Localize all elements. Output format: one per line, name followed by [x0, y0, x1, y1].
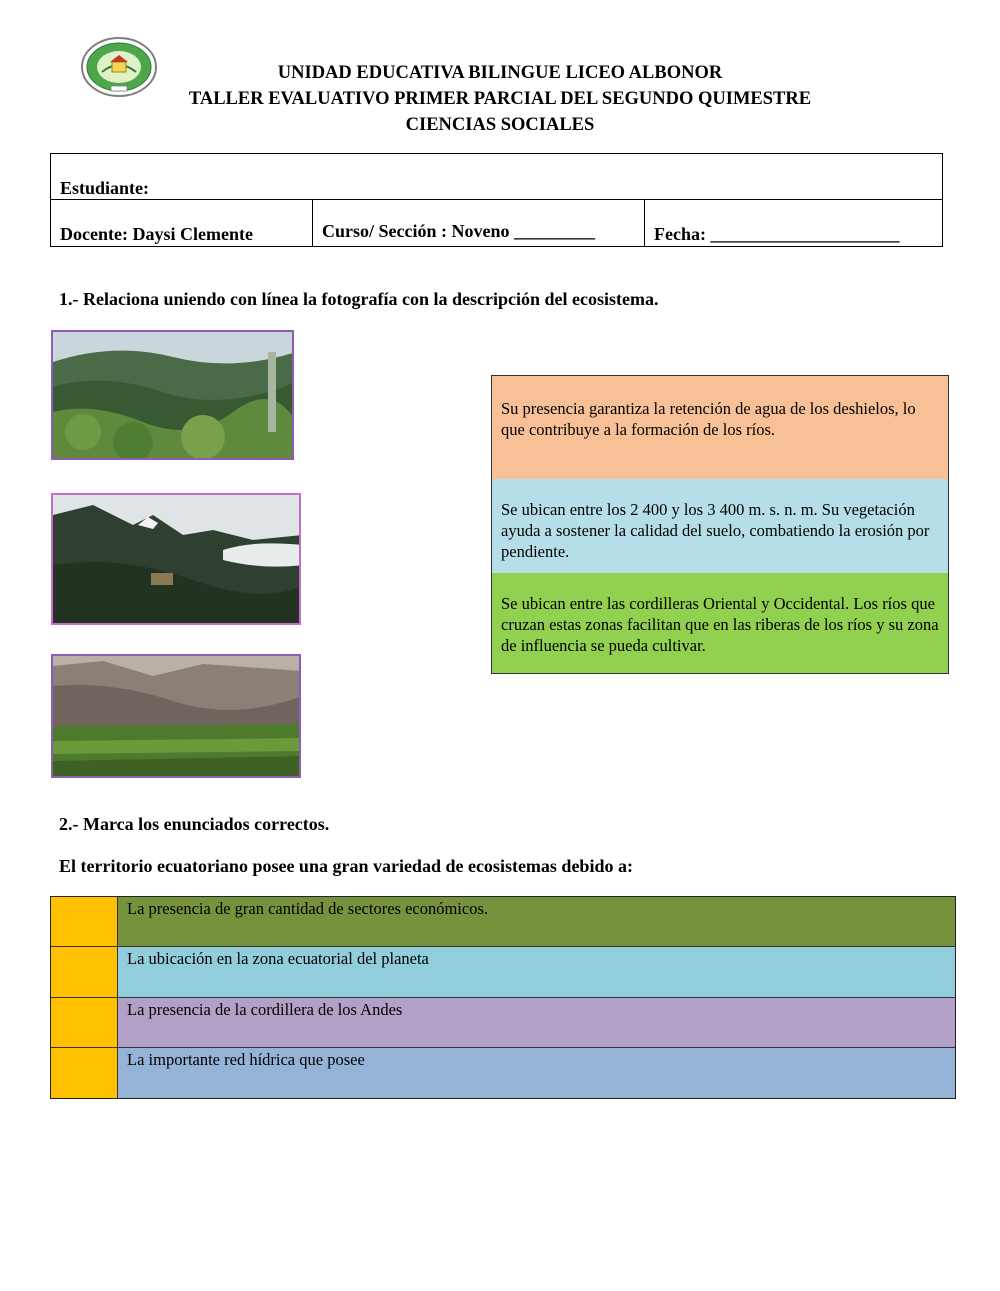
- subject-title: CIENCIAS SOCIALES: [405, 115, 595, 135]
- date-field[interactable]: Fecha: _____________________: [654, 224, 900, 244]
- forest-photo[interactable]: [51, 330, 294, 460]
- student-row: [51, 154, 942, 200]
- option-checkbox-1[interactable]: [51, 897, 118, 946]
- course-field[interactable]: Curso/ Sección : Noveno _________: [322, 221, 595, 241]
- option-checkbox-3[interactable]: [51, 998, 118, 1047]
- question-2-statement: El territorio ecuatoriano posee una gran variedad de ecosistemas debido a:: [59, 856, 633, 876]
- option-row-1: [51, 897, 955, 947]
- teacher-label: Docente: Daysi Clemente: [60, 224, 253, 244]
- description-text-2: Se ubican entre los 2 400 y los 3 400 m. s. n. m. Su vegetación ayuda a sostener la calidad del suelo, combatiendo la erosión por pendiente.: [501, 500, 930, 561]
- description-box-1[interactable]: [492, 376, 948, 479]
- description-box-2[interactable]: [492, 479, 948, 573]
- question-1-prompt: 1.- Relaciona uniendo con línea la fotografía con la descripción del ecosistema.: [59, 289, 659, 309]
- ecosystem-descriptions: [491, 375, 949, 674]
- description-box-3[interactable]: [492, 573, 948, 673]
- valley-photo[interactable]: [51, 654, 301, 778]
- option-text-1: La presencia de gran cantidad de sectores económicos.: [127, 899, 489, 918]
- student-field-label[interactable]: Estudiante:: [60, 178, 150, 198]
- option-checkbox-2[interactable]: [51, 947, 118, 997]
- details-row: [51, 200, 942, 246]
- valley-photo-image: [53, 656, 301, 778]
- document-header: [0, 60, 1000, 138]
- workshop-title: TALLER EVALUATIVO PRIMER PARCIAL DEL SEGUNDO QUIMESTRE: [188, 89, 812, 109]
- mountain-photo-image: [53, 495, 301, 625]
- option-text-3: La presencia de la cordillera de los Andes: [127, 1000, 403, 1019]
- student-info-table: [50, 153, 943, 247]
- option-row-4: [51, 1048, 955, 1098]
- question-2-prompt: 2.- Marca los enunciados correctos.: [59, 814, 330, 834]
- mountain-photo[interactable]: [51, 493, 301, 625]
- option-text-4: La importante red hídrica que posee: [127, 1050, 365, 1069]
- option-row-3: [51, 998, 955, 1048]
- description-text-3: Se ubican entre las cordilleras Oriental y Occidental. Los ríos que cruzan estas zonas facilitan que en las riberas de los ríos y su zona de influencia se pueda cultivar.: [501, 594, 939, 655]
- option-text-2: La ubicación en la zona ecuatorial del planeta: [127, 949, 429, 968]
- option-row-2: [51, 947, 955, 998]
- school-name: UNIDAD EDUCATIVA BILINGUE LICEO ALBONOR: [277, 63, 723, 83]
- forest-photo-image: [53, 332, 294, 460]
- option-checkbox-4[interactable]: [51, 1048, 118, 1098]
- options-table: [50, 896, 956, 1099]
- description-text-1: Su presencia garantiza la retención de agua de los deshielos, lo que contribuye a la formación de los ríos.: [501, 399, 916, 439]
